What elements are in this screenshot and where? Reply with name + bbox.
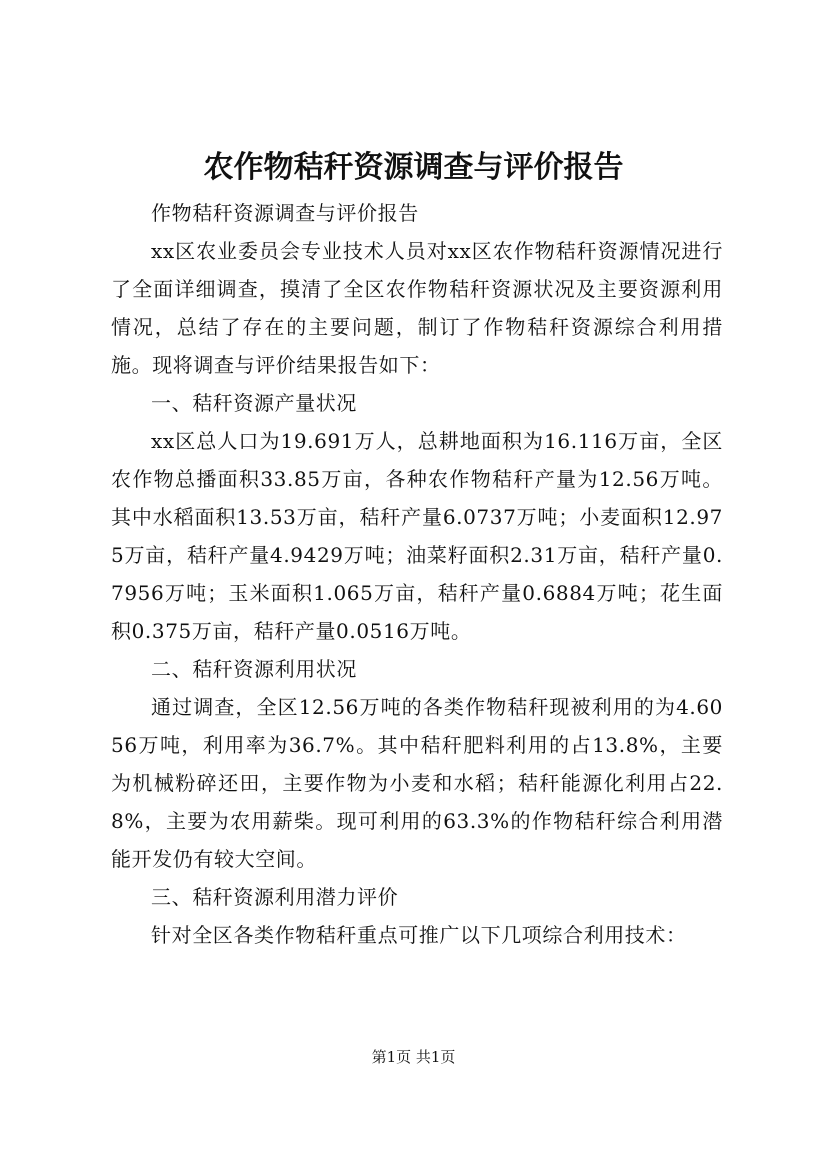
section-heading-2: 二、秸秆资源利用状况 — [151, 657, 357, 681]
section-heading-3: 三、秸秆资源利用潜力评价 — [151, 885, 399, 909]
paragraph-production: xx区总人口为19.691万人，总耕地面积为16.116万亩，全区农作物总播面积33.85万亩，各种农作物秸秆产量为12.56万吨。其中水稻面积13.53万亩，秸秆产量6.0737万吨；小麦面积12.975万亩，秸秆产量4.9429万吨；油菜籽面积2.31万亩，秸秆产量0.7956万吨；玉米面积1.065万亩，秸秆产量0.6884万吨；花生面积0.375万亩，秸秆产量0.0516万吨。 — [111, 429, 723, 643]
paragraph-intro: xx区农业委员会专业技术人员对xx区农作物秸秆资源情况进行了全面详细调查，摸清了全区农作物秸秆资源状况及主要资源利用情况，总结了存在的主要问题，制订了作物秸秆资源综合利用措施。现将调查与评价结果报告如下： — [111, 239, 723, 377]
paragraph-utilization: 通过调查，全区12.56万吨的各类作物秸秆现被利用的为4.6056万吨，利用率为36.7%。其中秸秆肥料利用的占13.8%，主要为机械粉碎还田，主要作物为小麦和水稻；秸秆能源化利用占22.8%，主要为农用薪柴。现可利用的63.3%的作物秸秆综合利用潜能开发仍有较大空间。 — [111, 695, 723, 871]
paragraph-techniques: 针对全区各类作物秸秆重点可推广以下几项综合利用技术： — [151, 923, 687, 947]
document-title: 农作物秸秆资源调查与评价报告 — [203, 150, 624, 185]
document-body — [111, 194, 723, 954]
page-number-footer: 第1页 共1页 — [371, 1048, 456, 1066]
section-heading-1: 一、秸秆资源产量状况 — [151, 391, 357, 415]
paragraph-subtitle: 作物秸秆资源调查与评价报告 — [151, 201, 419, 225]
